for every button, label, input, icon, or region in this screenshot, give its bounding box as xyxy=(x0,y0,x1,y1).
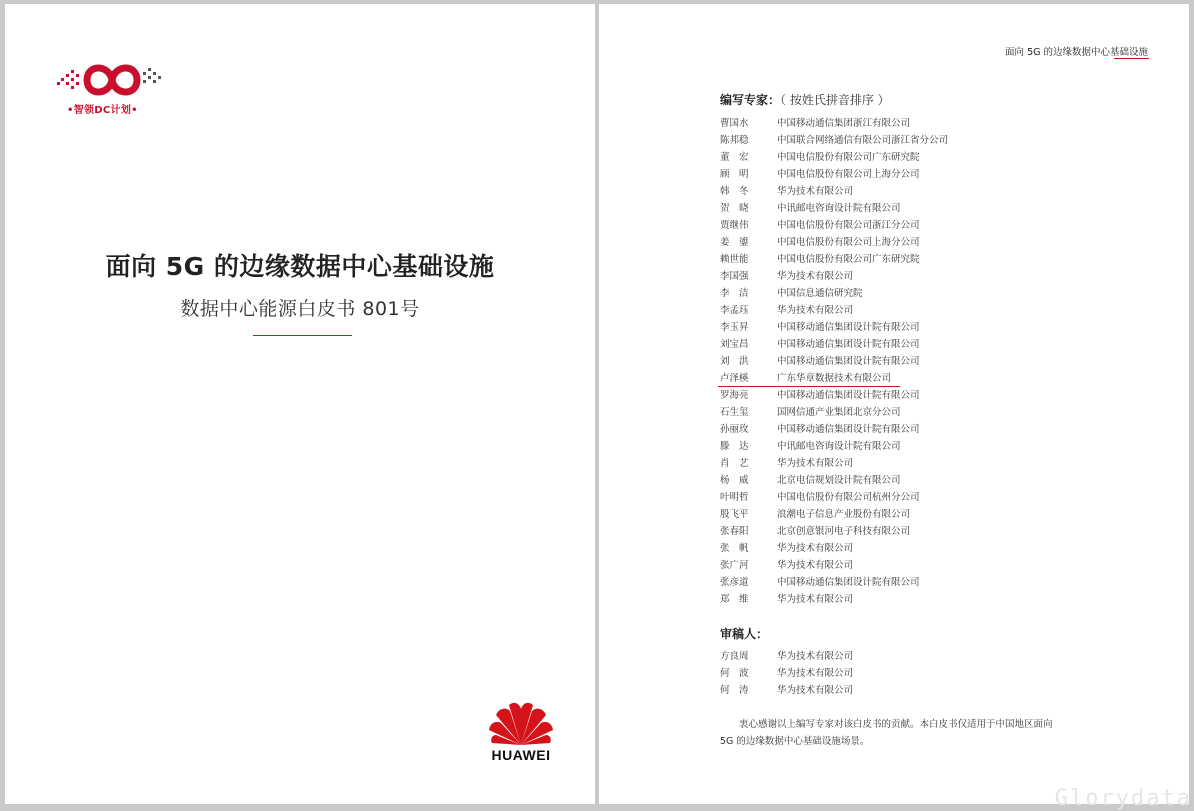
organization: 华为技术有限公司 xyxy=(777,685,854,696)
organization: 北京创意银河电子科技有限公司 xyxy=(777,526,911,537)
list-item xyxy=(720,574,1140,591)
organization: 中国电信股份有限公司广东研究院 xyxy=(777,152,920,163)
organization: 中国联合网络通信有限公司浙江省分公司 xyxy=(777,135,949,146)
organization: 中国移动通信集团设计院有限公司 xyxy=(777,577,920,588)
person-name: 张广河 xyxy=(720,560,749,571)
organization: 华为技术有限公司 xyxy=(777,651,854,662)
person-name: 孙丽玫 xyxy=(720,424,749,435)
authors-heading-note: （ 按姓氏拼音排序 ） xyxy=(780,93,890,107)
person-name: 陈邦稳 xyxy=(720,135,749,146)
list-item xyxy=(720,648,1140,665)
list-item xyxy=(720,540,1140,557)
list-item xyxy=(720,472,1140,489)
person-name: 方良周 xyxy=(720,651,749,662)
organization: 华为技术有限公司 xyxy=(777,186,854,197)
person-name: 卢泽楧 xyxy=(720,373,749,384)
list-item xyxy=(720,591,1140,608)
huawei-wordmark: HUAWEI xyxy=(491,747,551,763)
list-item xyxy=(720,166,1140,183)
list-item xyxy=(720,421,1140,438)
list-item xyxy=(720,370,1140,387)
cover-title: 面向 5G 的边缘数据中心基础设施 xyxy=(105,252,495,281)
contributors-page xyxy=(599,4,1189,804)
list-item xyxy=(720,455,1140,472)
organization: 中国信息通信研究院 xyxy=(777,288,863,299)
organization: 中国移动通信集团设计院有限公司 xyxy=(777,322,920,333)
list-item xyxy=(720,268,1140,285)
authors-list xyxy=(720,115,1140,608)
list-item xyxy=(720,336,1140,353)
organization: 华为技术有限公司 xyxy=(777,543,854,554)
list-item xyxy=(720,234,1140,251)
person-name: 叶明哲 xyxy=(720,492,749,503)
authors-heading xyxy=(720,91,890,108)
list-item xyxy=(720,489,1140,506)
list-item xyxy=(720,557,1140,574)
organization: 中国移动通信集团设计院有限公司 xyxy=(777,339,920,350)
person-name: 董 宏 xyxy=(720,152,749,163)
organization: 华为技术有限公司 xyxy=(777,560,854,571)
person-name: 何 涛 xyxy=(720,685,749,696)
person-name: 罗海亮 xyxy=(720,390,749,401)
person-name: 张 帆 xyxy=(720,543,749,554)
organization: 中讯邮电咨询设计院有限公司 xyxy=(777,441,901,452)
list-item xyxy=(720,506,1140,523)
person-name: 何 波 xyxy=(720,668,749,679)
organization: 中国移动通信集团设计院有限公司 xyxy=(777,390,920,401)
organization: 华为技术有限公司 xyxy=(777,305,854,316)
organization: 中国电信股份有限公司广东研究院 xyxy=(777,254,920,265)
organization: 中国电信股份有限公司上海分公司 xyxy=(777,169,920,180)
watermark: Glorydata xyxy=(1054,786,1192,811)
running-head-underline xyxy=(1114,58,1149,59)
person-name: 李孟珏 xyxy=(720,305,749,316)
organization: 广东华章数据技术有限公司 xyxy=(777,373,892,384)
list-item xyxy=(720,665,1140,682)
organization: 中国电信股份有限公司浙江分公司 xyxy=(777,220,920,231)
list-item xyxy=(720,217,1140,234)
organization: 北京电信规划设计院有限公司 xyxy=(777,475,901,486)
person-name: 韩 冬 xyxy=(720,186,749,197)
person-name: 刘宝昌 xyxy=(720,339,749,350)
cover-subtitle: 数据中心能源白皮书 801号 xyxy=(180,298,420,320)
list-item xyxy=(720,200,1140,217)
organization: 华为技术有限公司 xyxy=(777,458,854,469)
acknowledgement-line-2: 5G 的边缘数据中心基础设施场景。 xyxy=(720,736,870,747)
person-name: 姜 鎏 xyxy=(720,237,749,248)
reviewers-list xyxy=(720,648,1140,699)
list-item xyxy=(720,404,1140,421)
person-name: 殷飞平 xyxy=(720,509,749,520)
list-item xyxy=(720,302,1140,319)
person-name: 滕 达 xyxy=(720,441,749,452)
person-name: 赖世能 xyxy=(720,254,749,265)
person-name: 石生玺 xyxy=(720,407,749,418)
organization: 国网信通产业集团北京分公司 xyxy=(777,407,901,418)
organization: 华为技术有限公司 xyxy=(777,594,854,605)
organization: 华为技术有限公司 xyxy=(777,668,854,679)
list-item xyxy=(720,132,1140,149)
person-name: 曹国水 xyxy=(720,118,749,129)
list-item xyxy=(720,251,1140,268)
organization: 中国电信股份有限公司杭州分公司 xyxy=(777,492,920,503)
organization: 中国移动通信集团浙江有限公司 xyxy=(777,118,911,129)
person-name: 顾 明 xyxy=(720,169,749,180)
list-item xyxy=(720,387,1140,404)
person-name: 杨 威 xyxy=(720,475,749,486)
cover-page xyxy=(5,4,595,804)
organization: 中国移动通信集团设计院有限公司 xyxy=(777,356,920,367)
organization: 中讯邮电咨询设计院有限公司 xyxy=(777,203,901,214)
organization: 中国电信股份有限公司上海分公司 xyxy=(777,237,920,248)
authors-heading-label: 编写专家： xyxy=(720,93,781,107)
person-name: 刘 洪 xyxy=(720,356,749,367)
title-divider xyxy=(253,335,352,336)
person-name: 肖 艺 xyxy=(720,458,749,469)
person-name: 李 洁 xyxy=(720,288,749,299)
list-item xyxy=(720,319,1140,336)
list-item xyxy=(720,183,1140,200)
list-item xyxy=(720,285,1140,302)
list-item xyxy=(720,438,1140,455)
huawei-logo-icon xyxy=(488,699,554,747)
person-name: 李国强 xyxy=(720,271,749,282)
organization: 华为技术有限公司 xyxy=(777,271,854,282)
list-item xyxy=(720,115,1140,132)
person-name: 贾继伟 xyxy=(720,220,749,231)
organization: 中国移动通信集团设计院有限公司 xyxy=(777,424,920,435)
person-name: 李玉昇 xyxy=(720,322,749,333)
list-item xyxy=(720,353,1140,370)
list-item xyxy=(720,682,1140,699)
list-item xyxy=(720,523,1140,540)
list-item xyxy=(720,149,1140,166)
logo-caption: •智领DC计划• xyxy=(67,105,138,116)
running-head: 面向 5G 的边缘数据中心基础设施 xyxy=(1005,47,1148,58)
acknowledgement xyxy=(720,716,1060,750)
person-name: 张春阳 xyxy=(720,526,749,537)
organization: 浪潮电子信息产业股份有限公司 xyxy=(777,509,911,520)
acknowledgement-line-1: 衷心感谢以上编写专家对该白皮书的贡献。本白皮书仅适用于中国地区面向 xyxy=(739,719,1053,730)
reviewers-heading: 审稿人： xyxy=(720,627,769,641)
person-name: 张彦道 xyxy=(720,577,749,588)
person-name: 贺 晓 xyxy=(720,203,749,214)
person-name: 郑 维 xyxy=(720,594,749,605)
